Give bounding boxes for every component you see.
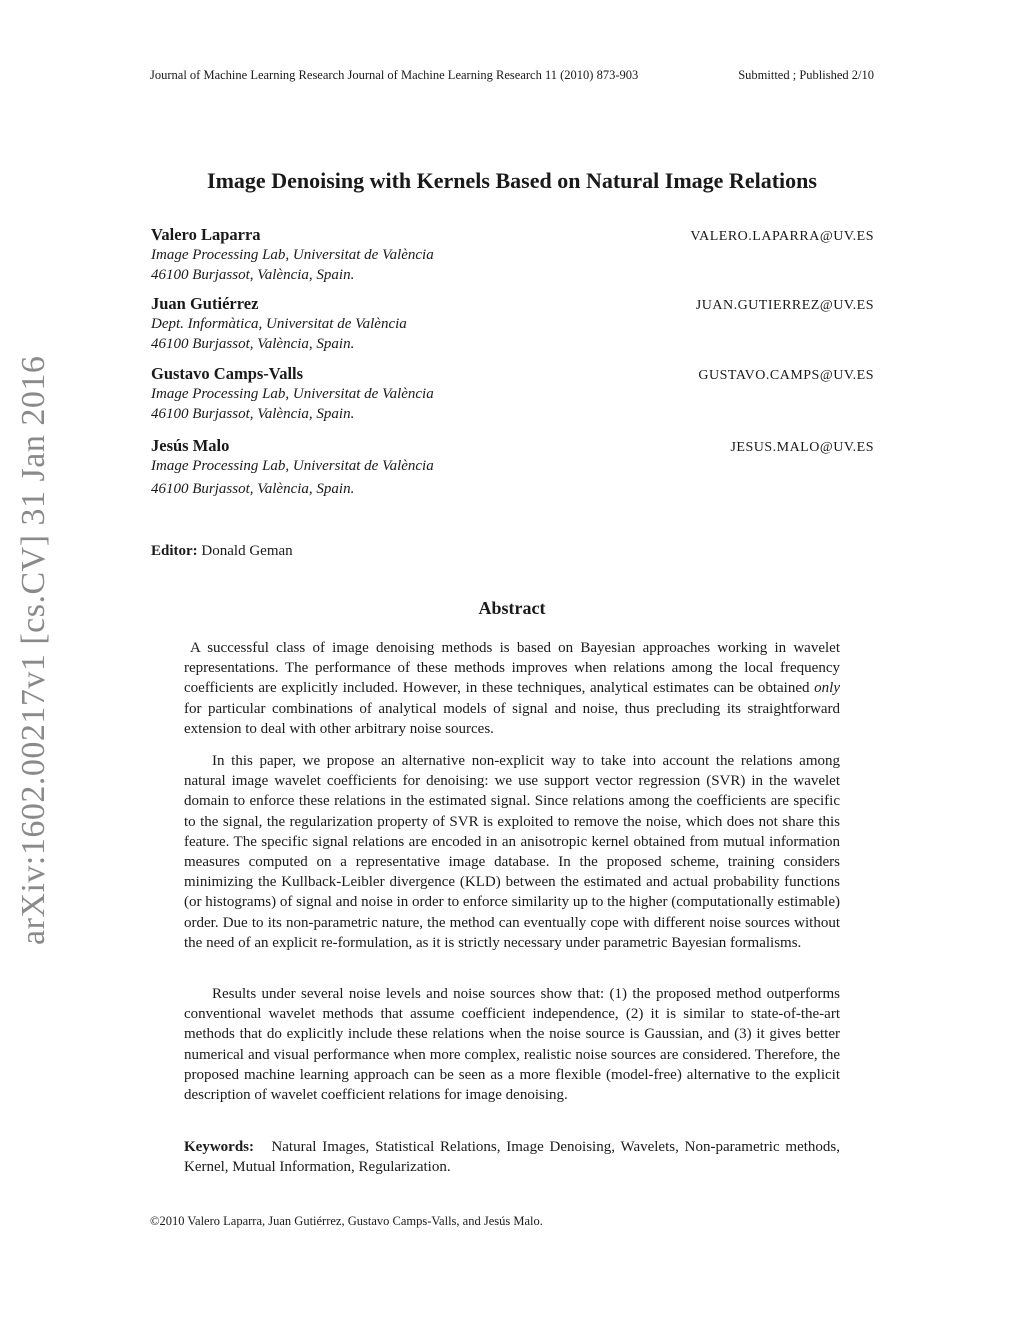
- abstract-paragraph-1: [184, 638, 840, 739]
- author-name: Juan Gutiérrez: [151, 294, 259, 313]
- paper-title: Image Denoising with Kernels Based on Natural Image Relations: [207, 168, 817, 193]
- author-affiliation: Image Processing Lab, Universitat de València: [151, 247, 434, 263]
- editor-label: Editor:: [151, 543, 198, 559]
- author-email: JESUS.MALO@UV.ES: [730, 440, 874, 455]
- abstract-paragraph-2: [184, 751, 840, 953]
- keywords-text: Natural Images, Statistical Relations, Image Denoising, Wavelets, Non-parametric methods, Kernel, Mutual Information, Regularization.: [184, 1139, 840, 1176]
- editor-line: [151, 543, 293, 560]
- abstract-text: Results under several noise levels and noise sources show that: (1) the proposed method outperforms conventional wavelet methods that assume coefficient independence, (2) it is similar to state-of-the-art methods that do explicitly include these relations when the noise source is Gaussian, and (3) it gives better numerical and visual performance when more complex, realistic noise sources are considered. Therefore, the proposed machine learning approach can be seen as a more flexible (model-free) alternative to the explicit description of wavelet coefficient relations for image denoising.: [184, 986, 840, 1104]
- journal-info: Journal of Machine Learning Research Journal of Machine Learning Research 11 (2010) 873-903: [150, 68, 639, 82]
- author-address: 46100 Burjassot, València, Spain.: [151, 406, 355, 422]
- abstract-heading: Abstract: [478, 598, 546, 618]
- author-affiliation: Image Processing Lab, Universitat de València: [151, 386, 434, 402]
- author-affiliation: Image Processing Lab, Universitat de València: [151, 458, 434, 474]
- author-affiliation: Dept. Informàtica, Universitat de València: [151, 316, 407, 332]
- keywords-label: Keywords:: [184, 1139, 254, 1155]
- abstract-text: for particular combinations of analytical models of signal and noise, thus precluding its straightforward extension to deal with other arbitrary noise sources.: [184, 700, 840, 737]
- arxiv-stamp: arXiv:1602.00217v1 [cs.CV] 31 Jan 2016: [15, 355, 52, 945]
- abstract-text: A successful class of image denoising methods is based on Bayesian approaches working in wavelet representations. The performance of these methods improves when relations among the local frequency coefficients are explicitly included. However, in these techniques, analytical estimates can be obtained: [184, 640, 840, 697]
- author-block: [151, 294, 874, 354]
- abstract-text: In this paper, we propose an alternative non-explicit way to take into account the relations among natural image wavelet coefficients for denoising: we use support vector regression (SVR) in the wavelet domain to enforce these relations in the estimated signal. Since relations among the coefficients are specific to the signal, the regularization property of SVR is exploited to remove the noise, which does not share this feature. The specific signal relations are encoded in an anisotropic kernel obtained from mutual information measures computed on a representative image database. In the proposed scheme, training considers minimizing the Kullback-Leibler divergence (KLD) between the estimated and actual probability functions (or histograms) of signal and noise in order to enforce similarity up to the higher (computationally estimable) order. Due to its non-parametric nature, the method can eventually cope with different noise sources without the need of an explicit re-formulation, as it is strictly necessary under parametric Bayesian formalisms.: [184, 753, 840, 951]
- author-email: VALERO.LAPARRA@UV.ES: [690, 229, 874, 244]
- author-name: Valero Laparra: [151, 225, 261, 244]
- author-name: Jesús Malo: [151, 436, 230, 455]
- author-address: 46100 Burjassot, València, Spain.: [151, 481, 355, 497]
- abstract-emphasis: only: [814, 680, 840, 697]
- author-email: JUAN.GUTIERREZ@UV.ES: [695, 298, 874, 313]
- author-block: [151, 436, 874, 499]
- abstract-paragraph-3: [184, 984, 840, 1105]
- copyright-footer: ©2010 Valero Laparra, Juan Gutiérrez, Gustavo Camps-Valls, and Jesús Malo.: [150, 1214, 543, 1228]
- editor-name: Donald Geman: [201, 543, 293, 559]
- author-name: Gustavo Camps-Valls: [151, 364, 304, 383]
- running-header: [150, 68, 874, 83]
- keywords: [184, 1137, 840, 1177]
- author-email: GUSTAVO.CAMPS@UV.ES: [698, 368, 874, 383]
- author-block: [151, 364, 874, 424]
- author-address: 46100 Burjassot, València, Spain.: [151, 267, 355, 283]
- submission-info: Submitted ; Published 2/10: [738, 68, 874, 82]
- author-block: [151, 225, 874, 285]
- author-address: 46100 Burjassot, València, Spain.: [151, 336, 355, 352]
